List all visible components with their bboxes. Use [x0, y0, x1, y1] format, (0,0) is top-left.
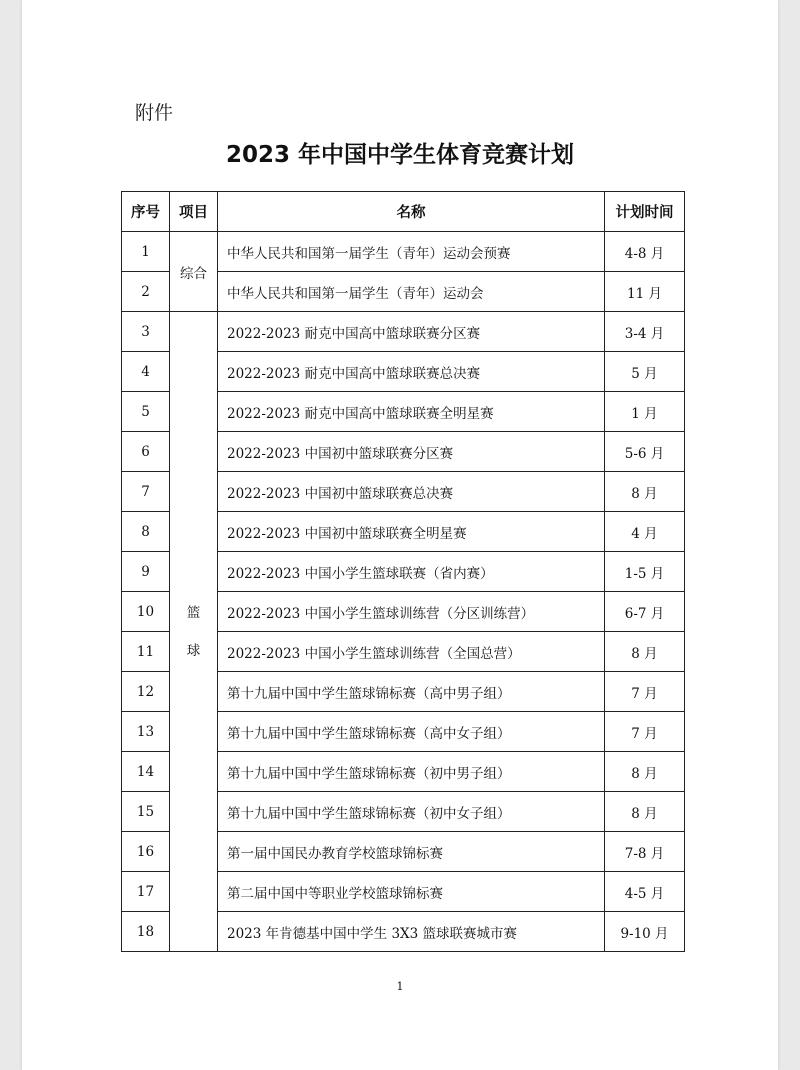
category-basketball-char-2: 球: [186, 642, 201, 659]
row-name: 第二届中国中等职业学校篮球锦标赛: [218, 872, 605, 912]
row-no: 12: [122, 672, 170, 712]
attachment-label: 附件: [135, 102, 174, 124]
row-name: 中华人民共和国第一届学生（青年）运动会: [218, 272, 605, 312]
row-name: 2022-2023 中国小学生篮球训练营（全国总营）: [218, 632, 605, 672]
row-no: 13: [122, 712, 170, 752]
row-name: 2022-2023 耐克中国高中篮球联赛分区赛: [218, 312, 605, 352]
row-name: 2022-2023 中国初中篮球联赛总决赛: [218, 472, 605, 512]
row-time: 6-7 月: [605, 592, 685, 632]
row-no: 2: [122, 272, 170, 312]
row-no: 18: [122, 912, 170, 952]
row-no: 7: [122, 472, 170, 512]
row-time: 4 月: [605, 512, 685, 552]
row-no: 10: [122, 592, 170, 632]
header-category: 项目: [170, 192, 218, 232]
row-no: 17: [122, 872, 170, 912]
row-name: 2022-2023 中国小学生篮球训练营（分区训练营）: [218, 592, 605, 632]
row-time: 5 月: [605, 352, 685, 392]
header-no: 序号: [122, 192, 170, 232]
row-name: 2022-2023 耐克中国高中篮球联赛总决赛: [218, 352, 605, 392]
row-name: 第十九届中国中学生篮球锦标赛（高中女子组）: [218, 712, 605, 752]
row-time: 4-8 月: [605, 232, 685, 272]
category-comprehensive: 综合: [170, 232, 218, 312]
header-name: 名称: [218, 192, 605, 232]
row-time: 8 月: [605, 752, 685, 792]
row-name: 2022-2023 耐克中国高中篮球联赛全明星赛: [218, 392, 605, 432]
row-time: 4-5 月: [605, 872, 685, 912]
row-name: 2022-2023 中国小学生篮球联赛（省内赛）: [218, 552, 605, 592]
row-name: 第十九届中国中学生篮球锦标赛（初中男子组）: [218, 752, 605, 792]
row-name: 第十九届中国中学生篮球锦标赛（初中女子组）: [218, 792, 605, 832]
row-no: 5: [122, 392, 170, 432]
table-row: [122, 232, 685, 272]
row-time: 7 月: [605, 672, 685, 712]
row-time: 5-6 月: [605, 432, 685, 472]
row-name: 第一届中国民办教育学校篮球锦标赛: [218, 832, 605, 872]
row-no: 3: [122, 312, 170, 352]
header-time: 计划时间: [605, 192, 685, 232]
row-name: 中华人民共和国第一届学生（青年）运动会预赛: [218, 232, 605, 272]
page-title: 2023 年中国中学生体育竞赛计划: [225, 142, 575, 168]
category-basketball-char-1: 篮: [186, 604, 201, 621]
row-time: 8 月: [605, 792, 685, 832]
table-header-row: [122, 192, 685, 232]
row-time: 9-10 月: [605, 912, 685, 952]
row-no: 14: [122, 752, 170, 792]
table-row: [122, 312, 685, 352]
row-name: 2023 年肯德基中国中学生 3X3 篮球联赛城市赛: [218, 912, 605, 952]
row-time: 8 月: [605, 632, 685, 672]
row-name: 2022-2023 中国初中篮球联赛全明星赛: [218, 512, 605, 552]
competition-schedule-table: [121, 191, 685, 952]
row-time: 3-4 月: [605, 312, 685, 352]
row-no: 1: [122, 232, 170, 272]
page-number: 1: [396, 980, 404, 993]
row-no: 15: [122, 792, 170, 832]
row-no: 6: [122, 432, 170, 472]
row-time: 11 月: [605, 272, 685, 312]
row-time: 1-5 月: [605, 552, 685, 592]
row-time: 1 月: [605, 392, 685, 432]
category-basketball: [170, 312, 218, 952]
row-time: 8 月: [605, 472, 685, 512]
row-no: 16: [122, 832, 170, 872]
row-no: 4: [122, 352, 170, 392]
row-time: 7-8 月: [605, 832, 685, 872]
row-name: 第十九届中国中学生篮球锦标赛（高中男子组）: [218, 672, 605, 712]
row-no: 9: [122, 552, 170, 592]
row-no: 11: [122, 632, 170, 672]
row-no: 8: [122, 512, 170, 552]
row-name: 2022-2023 中国初中篮球联赛分区赛: [218, 432, 605, 472]
row-time: 7 月: [605, 712, 685, 752]
